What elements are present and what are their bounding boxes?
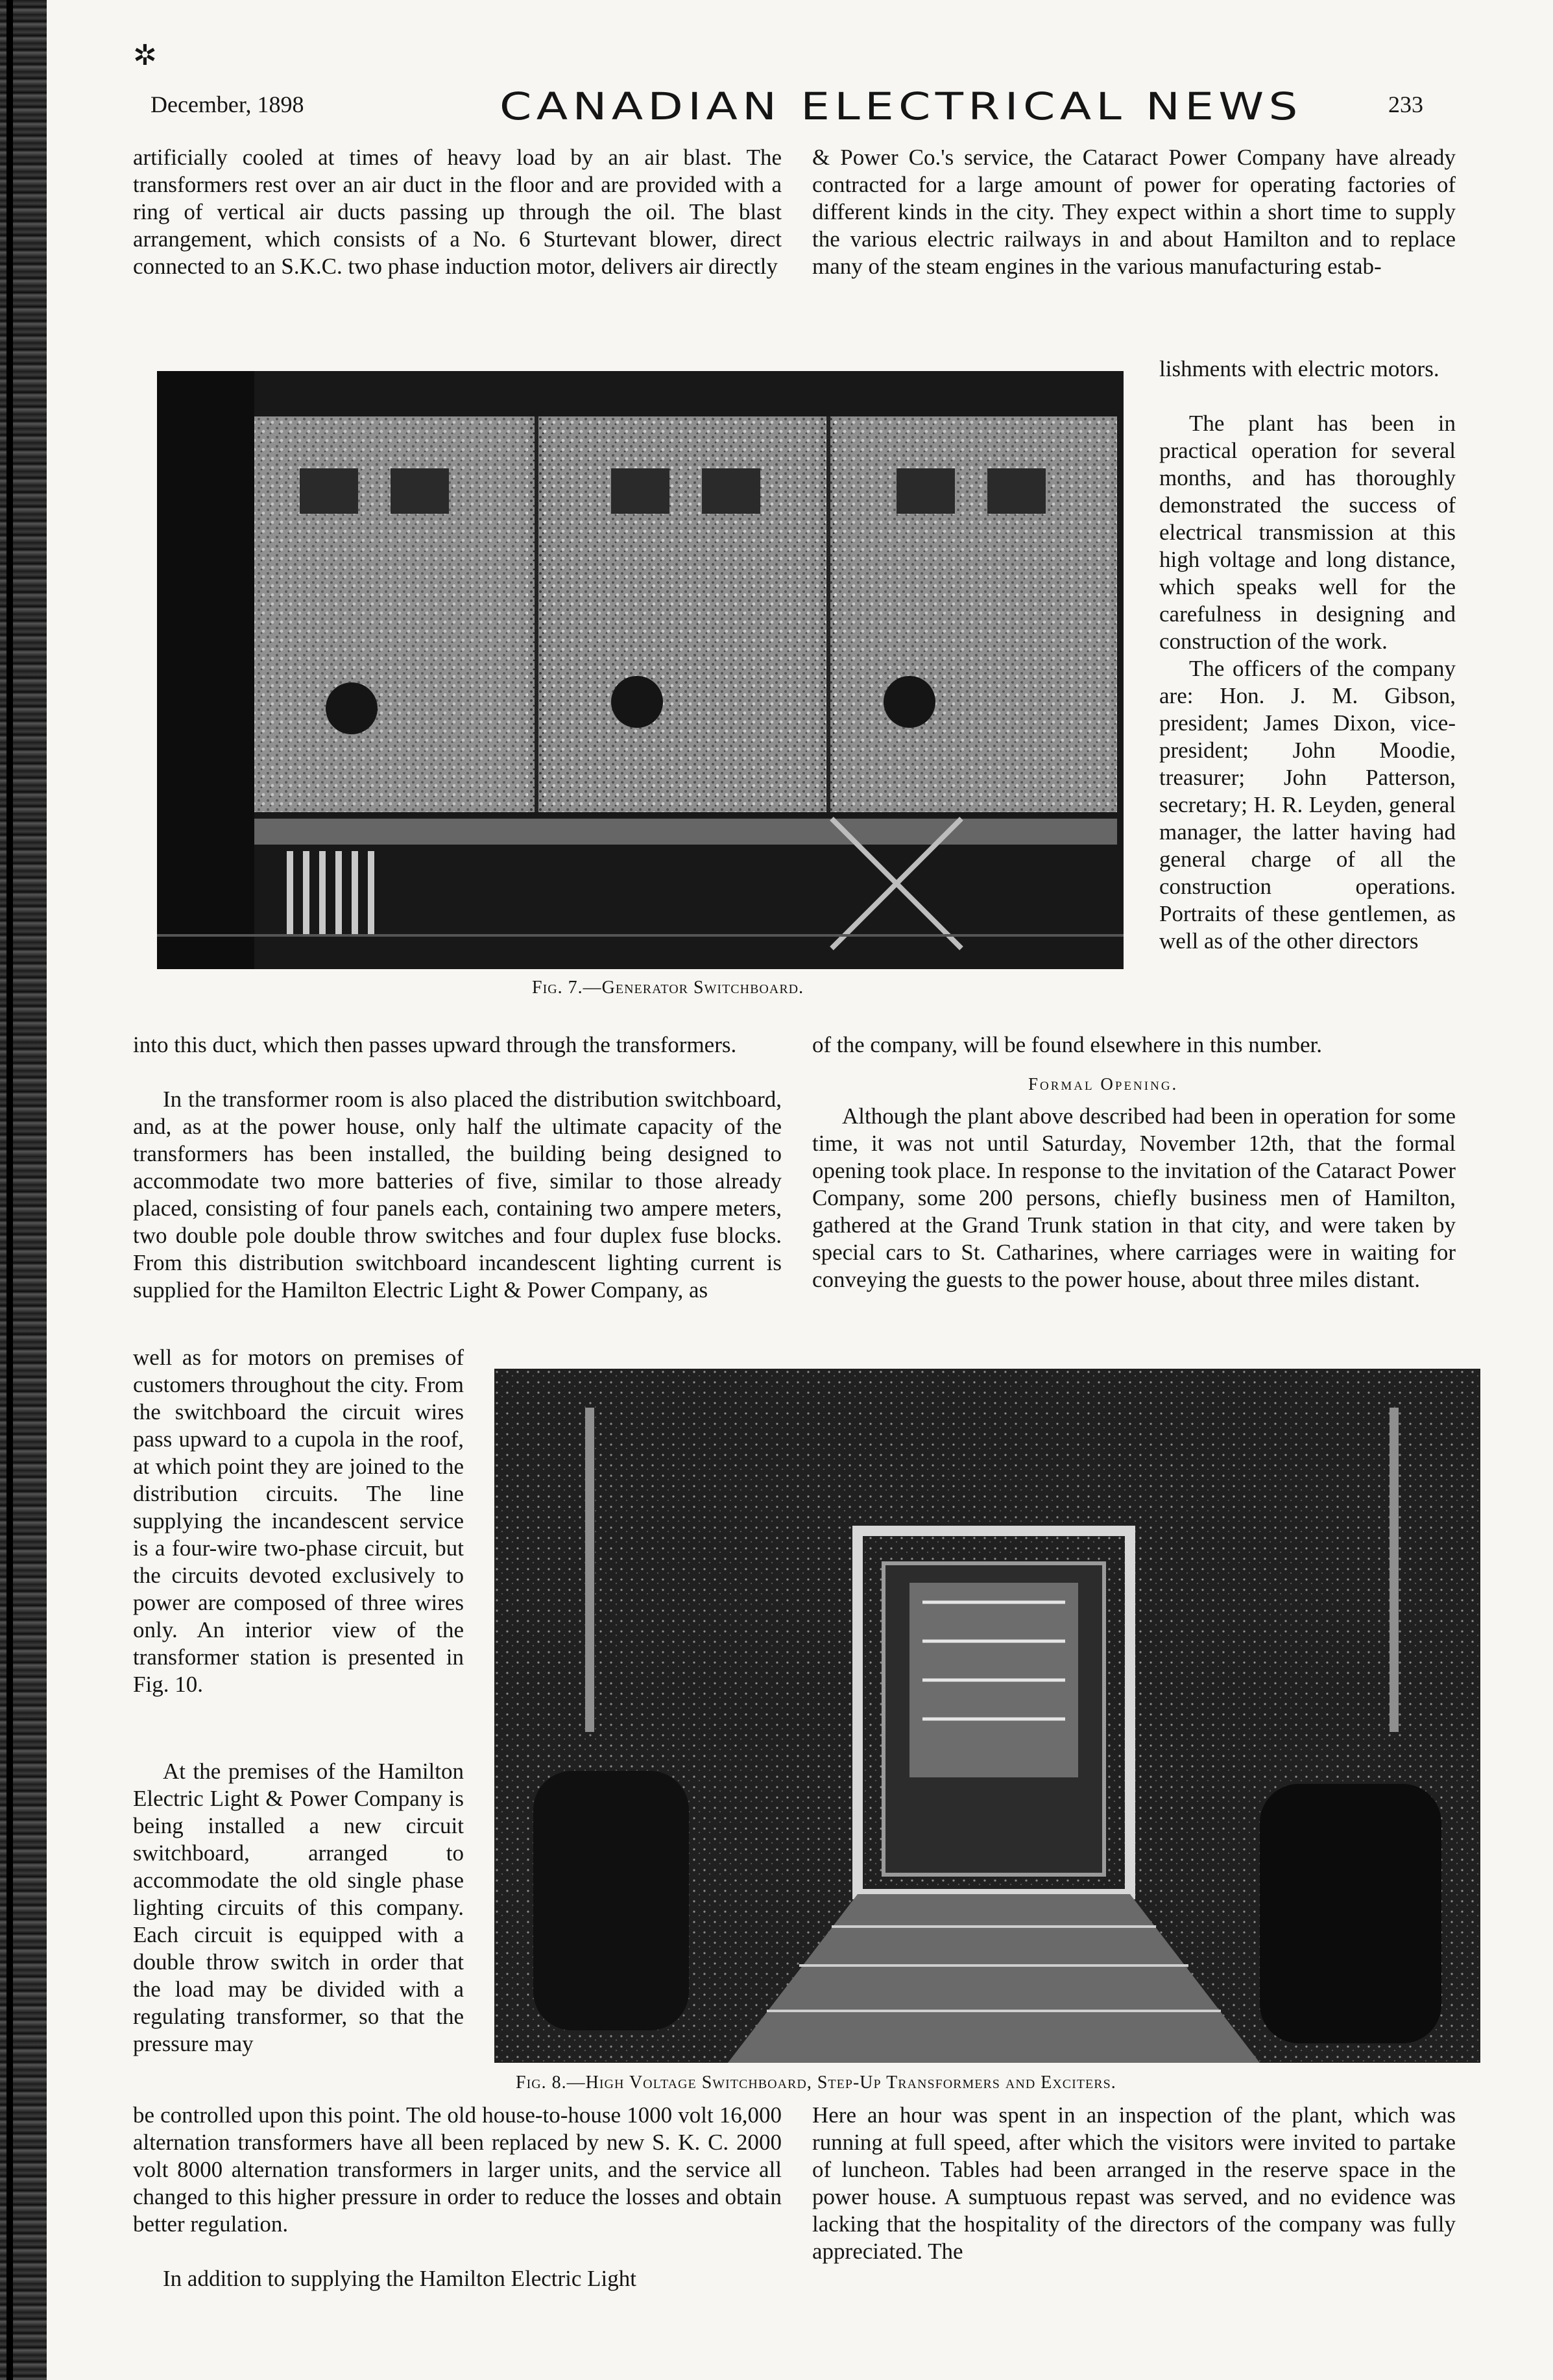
page-number: 233 — [1388, 91, 1423, 117]
left-narrow-text-1: well as for motors on premises of customers throughout the city. From the switchboard the circuit wires pass upward to a cupola in the roof, at which point they are joined to the distribution circuits. The line supplying the incandescent service is a four-wire two-phase circuit, but the circuits devoted exclusively to power are composed of three wires only. An interior view of the transformer station is presented in Fig. 10. — [133, 1345, 464, 1697]
formal-opening-text: Although the plant above described had been in operation for some time, it was not until Saturday, November 12th, that the formal opening took place. In response to the invitation of the Cataract Power Company, some 200 persons, chiefly business men of Hamilton, gathered at the Grand Trunk station in that city, and were taken by special cars to St. Catharines, where carriages were in waiting for conveying the guests to the power house, about three miles distant. — [812, 1103, 1456, 1292]
transformer-hall-illustration — [494, 1369, 1480, 2063]
page-binding-edge — [0, 0, 47, 2380]
right-column-opening: & Power Co.'s service, the Cataract Power Company have already contracted for a large amount of power for operating factories of different kinds in the city. They expect within a short time to supply the various electric railways in and about Hamilton and to replace many of the steam engines in the various manufacturing estab- — [812, 145, 1456, 279]
fig8-caption: Fig. 8.—High Voltage Switchboard, Step-Up Transformers and Exciters. — [516, 2073, 1116, 2093]
binding-rule — [6, 0, 13, 2380]
left-column-middle-2: In the transformer room is also placed the distribution switchboard, and, as at the power house, only half the ultimate capacity of the transformers has been installed, the building being designed to accommodate two more batteries of five, similar to those already placed, consisting of four panels each, containing two ampere meters, two double pole double throw switches and four duplex fuse blocks. From this distribution switchboard incandescent lighting current is supplied for the Hamilton Electric Light & Power Company, as — [133, 1087, 782, 1303]
right-narrow-text-2: The plant has been in practical operation for several months, and has thoroughly demonstrated the success of electrical transmission at this high voltage and long distance, which speaks well for the carefulness in designing and construction of the work. — [1159, 411, 1456, 654]
right-column-bottom: Here an hour was spent in an inspection of the plant, which was running at full speed, after which the visitors were invited to partake of luncheon. Tables had been arranged in the reserve space in the power house. A sumptuous repast was served, and no evidence was lacking that the hospitality of the directors of the company was fully appreciated. The — [812, 2102, 1456, 2264]
formal-opening-heading: Formal Opening. — [1028, 1074, 1179, 1094]
journal-title: CANADIAN ELECTRICAL NEWS — [500, 84, 1303, 128]
right-narrow-text-3: The officers of the company are: Hon. J. M. Gibson, president; James Dixon, vice-president; John Moodie, treasurer; John Patterson, secretary; H. R. Leyden, general manager, the latter having had general charge of all the construction operations. Portraits of these gentlemen, as well as of the other directors — [1159, 656, 1456, 954]
left-narrow-text-2: At the premises of the Hamilton Electric Light & Power Company is being installed a new circuit switchboard, arranged to accommodate the old single phase lighting circuits of this company. Each circuit is equipped with a double throw switch in order that the load may be divided with a regulating transformer, so that the pressure may — [133, 1759, 464, 2056]
right-narrow-text-1: lishments with electric motors. — [1159, 356, 1439, 381]
left-column-bottom-2: In addition to supplying the Hamilton Electric Light — [163, 2266, 637, 2291]
issue-date: December, 1898 — [150, 91, 304, 117]
corner-mark: ✲ — [133, 40, 157, 71]
left-column-bottom: be controlled upon this point. The old house-to-house 1000 volt 16,000 alternation transformers have all been replaced by new S. K. C. 2000 volt 8000 alternation transformers in larger units, and the service all changed to this higher pressure in order to reduce the losses and obtain better regulation. — [133, 2102, 782, 2237]
right-column-after-figure: of the company, will be found elsewhere in this number. — [812, 1032, 1323, 1057]
switchboard-illustration — [157, 371, 1124, 969]
fig7-caption: Fig. 7.—Generator Switchboard. — [532, 978, 804, 998]
fig7-generator-switchboard-photo — [157, 371, 1124, 969]
left-column-middle-1: into this duct, which then passes upward through the transformers. — [133, 1032, 737, 1057]
left-column-opening: artificially cooled at times of heavy load by an air blast. The transformers rest over an air duct in the floor and are provided with a ring of vertical air ducts passing up through the oil. The blast arrangement, which consists of a No. 6 Sturtevant blower, direct connected to an S.K.C. two phase induction motor, delivers air directly — [133, 145, 782, 279]
fig8-high-voltage-switchboard-photo — [494, 1369, 1480, 2063]
